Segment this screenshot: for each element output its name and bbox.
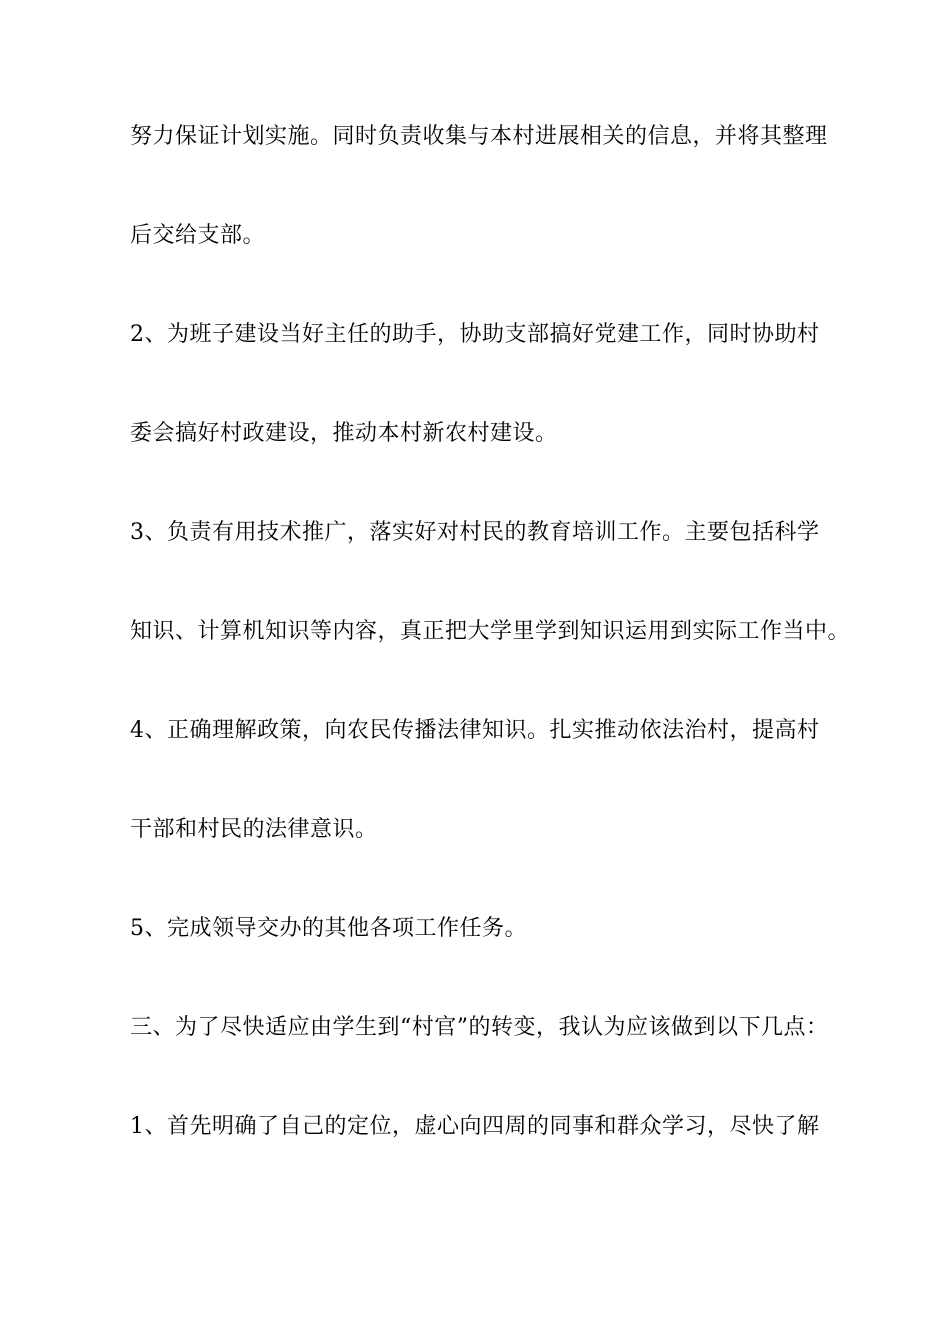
list-item-5: 5、完成领导交办的其他各项工作任务。 [130,916,527,941]
list-item-1: 1、首先明确了自己的定位，虚心向四周的同事和群众学习，尽快了解 [130,1114,820,1139]
section-heading: 三、为了尽快适应由学生到“村官”的转变，我认为应该做到以下几点： [130,1015,829,1040]
list-item-2: 2、为班子建设当好主任的助手，协助支部搞好党建工作，同时协助村 [130,322,820,347]
list-item-4: 4、正确理解政策，向农民传播法律知识。扎实推动依法治村，提高村 [130,718,820,743]
text-line: 知识、计算机知识等内容，真正把大学里学到知识运用到实际工作当中。 [130,619,851,644]
text-line: 努力保证计划实施。同时负责收集与本村进展相关的信息，并将其整理 [130,124,828,149]
text-line: 干部和村民的法律意识。 [130,817,378,842]
text-line: 委会搞好村政建设，推动本村新农村建设。 [130,421,558,446]
text-line: 后交给支部。 [130,223,266,248]
list-item-3: 3、负责有用技术推广，落实好对村民的教育培训工作。主要包括科学 [130,520,820,545]
